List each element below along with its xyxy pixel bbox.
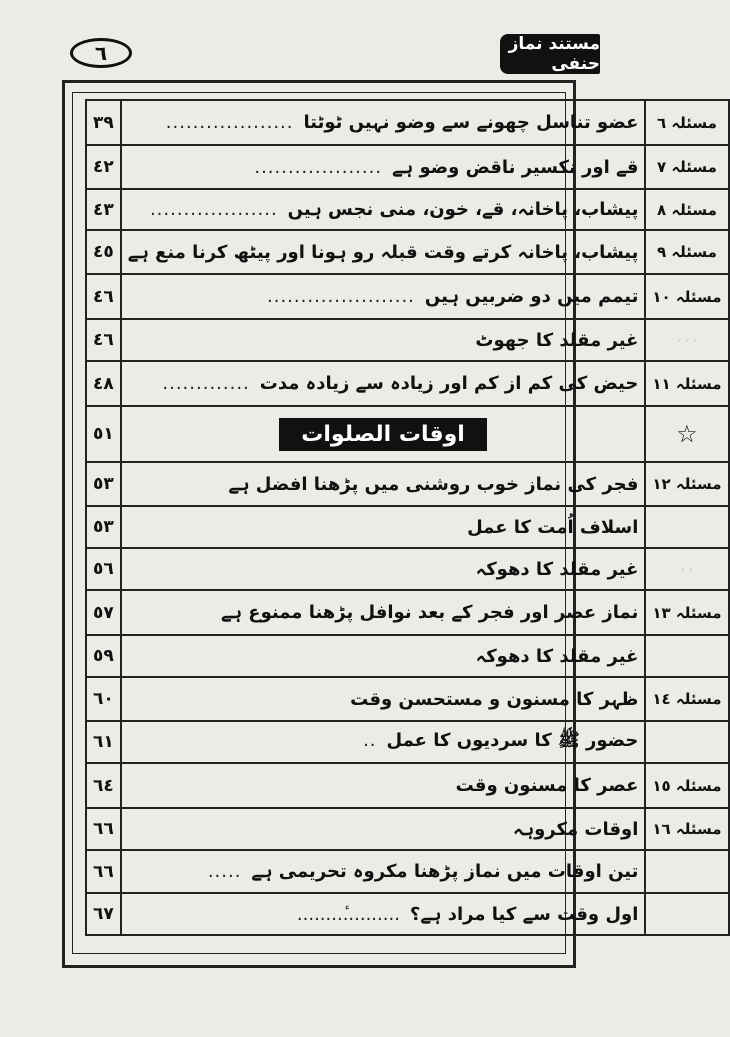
- leader-dots: .............: [162, 373, 250, 394]
- toc-title-cell: [121, 548, 646, 590]
- toc-page-number: ٥٦: [86, 548, 121, 590]
- toc-page-number: ٤٨: [86, 361, 121, 406]
- toc-issue-number: [645, 189, 728, 230]
- toc-title: عصر کا مسنون وقت: [455, 775, 639, 796]
- toc-issue-number: [645, 506, 728, 548]
- toc-issue-label: مسئلہ ٦: [656, 113, 717, 132]
- toc-page-number: ٣٩: [86, 100, 121, 145]
- star-icon: ☆: [676, 420, 698, 448]
- toc-page-number: ٤٦: [86, 319, 121, 361]
- toc-title-cell: [121, 189, 646, 230]
- toc-title-cell: [121, 406, 646, 462]
- toc-issue-label: مسئلہ ٩: [656, 243, 717, 261]
- toc-row: [86, 721, 729, 763]
- toc-page-number: ٦٠: [86, 677, 121, 721]
- toc-page-number: ٤٥: [86, 230, 121, 274]
- toc-issue-number: [645, 274, 728, 319]
- toc-title-cell: [121, 230, 646, 274]
- toc-page-number: ٥٧: [86, 590, 121, 635]
- toc-row: [86, 100, 729, 145]
- toc-row: [86, 763, 729, 808]
- toc-page-number: ٥٣: [86, 462, 121, 506]
- leader-dots: ...................: [149, 199, 278, 220]
- table-of-contents: [85, 99, 730, 936]
- toc-page-number: ٥٣: [86, 506, 121, 548]
- toc-title-cell: [121, 893, 646, 935]
- toc-issue-number: [645, 721, 728, 763]
- toc-issue-number: [645, 462, 728, 506]
- toc-page-number: ٥١: [86, 406, 121, 462]
- toc-issue-number: [645, 406, 728, 462]
- leader-dots: ...................: [165, 112, 294, 133]
- toc-title: ظہر کا مسنون و مستحسن وقت: [350, 688, 639, 710]
- toc-row: [86, 808, 729, 850]
- toc-page-number: ٤٦: [86, 274, 121, 319]
- toc-title-cell: [121, 635, 646, 677]
- toc-issue-number: [645, 763, 728, 808]
- toc-issue-label: مسئلہ ١٤: [652, 690, 722, 708]
- leader-dots: ...................: [254, 156, 383, 178]
- toc-title-cell: [121, 721, 646, 763]
- toc-title: پیشاب، پاخانہ، قے، خون، منی نجس ہیں: [287, 199, 639, 220]
- toc-issue-number: [645, 145, 728, 189]
- toc-title-cell: [121, 361, 646, 406]
- toc-title-cell: [121, 145, 646, 189]
- toc-issue-number: [645, 893, 728, 935]
- toc-issue-label: مسئلہ ١٢: [652, 475, 722, 493]
- toc-title: اول وقت سے کیا مراد ہے؟: [409, 903, 639, 925]
- toc-issue-number: [645, 361, 728, 406]
- toc-issue-label: مسئلہ ١١: [652, 374, 722, 393]
- toc-issue-number: [645, 100, 728, 145]
- leader-dots: .....: [207, 861, 242, 882]
- section-heading: اوقات الصلوات: [279, 418, 487, 451]
- toc-row: [86, 893, 729, 935]
- toc-page-number: ٦٧: [86, 893, 121, 935]
- toc-issue-number: [645, 548, 728, 590]
- toc-row: [86, 677, 729, 721]
- toc-row: [86, 548, 729, 590]
- toc-issue-number: [645, 850, 728, 893]
- toc-title: تین اوقات میں نماز پڑھنا مکروہ تحریمی ہے: [251, 861, 639, 882]
- toc-row: [86, 462, 729, 506]
- toc-title: فجر کی نماز خوب روشنی میں پڑھنا افضل ہے: [228, 473, 639, 495]
- toc-issue-label: مسئلہ ١٣: [652, 603, 722, 622]
- toc-issue-number: [645, 808, 728, 850]
- toc-title-cell: [121, 319, 646, 361]
- toc-issue-label: مسئلہ ١٦: [652, 820, 722, 838]
- toc-row: [86, 274, 729, 319]
- toc-row: [86, 361, 729, 406]
- toc-issue-label: ٠٠: [678, 560, 695, 578]
- toc-page-number: ٤٢: [86, 145, 121, 189]
- toc-title-cell: [121, 808, 646, 850]
- toc-title: اوقات مکروہہ: [513, 818, 639, 840]
- toc-row: [86, 230, 729, 274]
- toc-title: پیشاب، پاخانہ کرتے وقت قبلہ رو ہونا اور پیٹھ کرنا منع ہے: [127, 241, 639, 263]
- toc-row: [86, 145, 729, 189]
- toc-title-cell: [121, 763, 646, 808]
- book-title: مستند نماز حنفی: [500, 34, 600, 74]
- toc-row: [86, 590, 729, 635]
- leader-dots: ..: [363, 730, 377, 751]
- toc-issue-number: [645, 230, 728, 274]
- toc-row: [86, 319, 729, 361]
- toc-title: غیر مقلد کا دھوکہ: [475, 645, 639, 667]
- toc-issue-label: مسئلہ ٨: [656, 200, 717, 219]
- toc-title: تیمم میں دو ضربیں ہیں: [424, 286, 639, 307]
- leader-dots: ..........ٔ........: [296, 903, 400, 925]
- toc-issue-label: مسئلہ ١٥: [652, 776, 722, 795]
- toc-page-number: ٦٤: [86, 763, 121, 808]
- toc-page-number: ٤٣: [86, 189, 121, 230]
- toc-title-cell: [121, 506, 646, 548]
- toc-title: عضو تناسل چھونے سے وضو نہیں ٹوٹتا: [303, 112, 639, 133]
- toc-issue-number: [645, 635, 728, 677]
- toc-page-number: ٦١: [86, 721, 121, 763]
- toc-row: [86, 635, 729, 677]
- toc-issue-number: [645, 319, 728, 361]
- toc-title-cell: [121, 100, 646, 145]
- toc-title-cell: [121, 850, 646, 893]
- toc-title-cell: [121, 274, 646, 319]
- toc-title: غیر مقلد کا دھوکہ: [475, 558, 639, 580]
- toc-title-cell: [121, 590, 646, 635]
- toc-title-cell: [121, 677, 646, 721]
- toc-issue-number: [645, 590, 728, 635]
- toc-row: [86, 850, 729, 893]
- toc-page-number: ٦٦: [86, 850, 121, 893]
- toc-title-cell: [121, 462, 646, 506]
- toc-row: [86, 406, 729, 462]
- page-number: ٦: [70, 38, 132, 68]
- toc-issue-number: [645, 677, 728, 721]
- toc-title: قے اور نکسیر ناقض وضو ہے: [392, 156, 639, 178]
- toc-title: غیر مقلد کا جھوٹ: [475, 329, 639, 351]
- toc-page-number: ٥٩: [86, 635, 121, 677]
- toc-title: حیض کی کم از کم اور زیادہ سے زیادہ مدت: [259, 373, 639, 394]
- toc-row: [86, 506, 729, 548]
- toc-row: [86, 189, 729, 230]
- toc-issue-label: ٠٠٠: [674, 331, 700, 349]
- toc-title: نماز عصر اور فجر کے بعد نوافل پڑھنا ممنوع ہے: [220, 602, 639, 623]
- toc-title: حضور ﷺ کا سردیوں کا عمل: [386, 730, 639, 751]
- toc-title: اسلاف اُمت کا عمل: [467, 516, 639, 538]
- toc-page-number: ٦٦: [86, 808, 121, 850]
- toc-issue-label: مسئلہ ٧: [656, 158, 717, 176]
- toc-issue-label: مسئلہ ١٠: [652, 287, 722, 306]
- leader-dots: ......................: [267, 286, 415, 307]
